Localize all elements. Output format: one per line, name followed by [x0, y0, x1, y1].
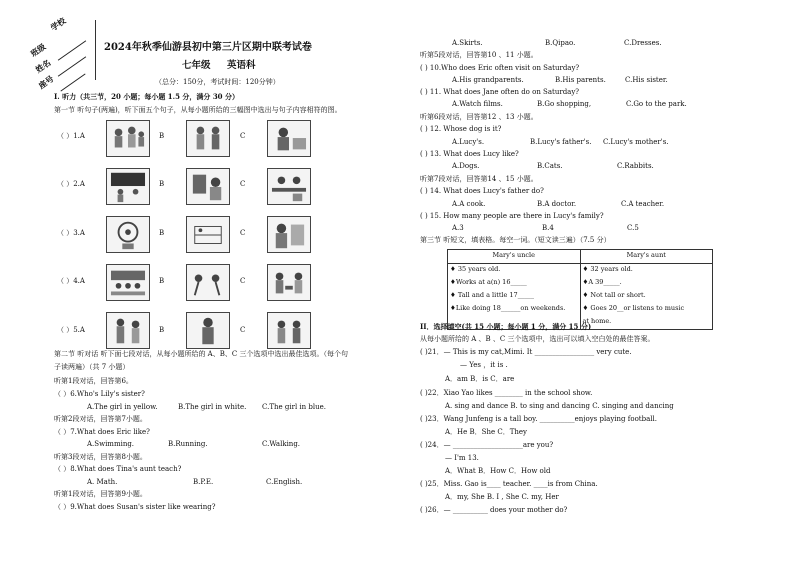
q14-option-a[interactable]: A.A cook. — [452, 200, 486, 208]
picture-option-c[interactable] — [267, 120, 311, 157]
q7-option-a[interactable]: A.Swimming. — [87, 440, 135, 448]
q24-options[interactable]: A．What B．How C．How old — [445, 467, 551, 475]
question-number: （ ）1.A — [57, 132, 85, 140]
option-c-label: C — [240, 180, 246, 188]
binding-underline-3 — [60, 73, 85, 91]
q11-option-c[interactable]: C.Go to the park. — [626, 100, 687, 108]
binding-underline-2 — [58, 56, 86, 76]
table-header-row — [448, 250, 713, 264]
question-14: ( ) 14. What does Lucy's father do? — [420, 187, 544, 195]
picture-option-a[interactable] — [106, 264, 150, 301]
picture-option-a[interactable] — [106, 216, 150, 253]
question-21: ( )21．— This is my cat,Mimi. It _________________ very cute. — [420, 348, 632, 356]
dialog-8-label: 听第3段对话，回答第8小题。 — [54, 453, 147, 461]
exam-title: 2024年秋季仙游县初中第三片区期中联考试卷 — [104, 42, 312, 53]
table-row — [448, 303, 713, 316]
question-26: ( )26．— __________ does your mother do? — [420, 506, 568, 514]
question-22: ( )22．Xiao Yao likes ________ in the school show. — [420, 389, 593, 397]
dialog-7-label: 听第2段对话，回答第7小题。 — [54, 415, 147, 423]
q8-option-b[interactable]: B.P.E. — [193, 478, 214, 486]
option-b-label: B — [159, 229, 165, 237]
picture-option-a[interactable] — [106, 312, 150, 349]
section-1-heading: I. 听力（共三节，20 小题；每小题 1.5 分，满分 30 分） — [54, 92, 239, 101]
q21-reply: — Yes ，it is . — [460, 361, 508, 369]
q14-option-b[interactable]: B.A doctor. — [537, 200, 577, 208]
option-b-label: B — [159, 277, 165, 285]
option-c-label: C — [240, 326, 246, 334]
question-number: （ ）3.A — [57, 229, 85, 237]
picture-option-b[interactable] — [186, 312, 230, 349]
picture-option-c[interactable] — [267, 312, 311, 349]
question-15: ( ) 15. How many people are there in Lucy's family? — [420, 212, 604, 220]
q13-option-c[interactable]: C.Rabbits. — [617, 162, 654, 170]
picture-option-a[interactable] — [106, 120, 150, 157]
table-row — [448, 264, 713, 278]
q6-option-c[interactable]: C.The girl in blue. — [262, 403, 326, 411]
option-c-label: C — [240, 277, 246, 285]
picture-option-b[interactable] — [186, 168, 230, 205]
section-2-instructions: 从每小题所给的 A 、B 、C 三个选项中，选出可以填入空白处的最佳答案。 — [420, 335, 655, 343]
q7-option-c[interactable]: C.Walking. — [262, 440, 301, 448]
option-c-label: C — [240, 132, 246, 140]
q12-option-c[interactable]: C.Lucy's mother's. — [603, 138, 669, 146]
grade-label: 七年级 — [182, 60, 211, 71]
binding-name: 姓名 — [33, 57, 53, 75]
q8-option-c[interactable]: C.English. — [266, 478, 303, 486]
q11-option-b[interactable]: B.Go shopping, — [537, 100, 592, 108]
uncle-cell[interactable]: ♦ Tall and a little 17_____ — [448, 290, 581, 303]
q23-options[interactable]: A．He B．She C．They — [445, 428, 527, 436]
q9-option-a[interactable]: A.Skirts. — [452, 39, 483, 47]
picture-option-a[interactable] — [106, 168, 150, 205]
q12-option-a[interactable]: A.Lucy's. — [452, 138, 485, 146]
option-c-label: C — [240, 229, 246, 237]
picture-option-b[interactable] — [186, 216, 230, 253]
aunt-cell: ♦ 32 years old. — [580, 264, 713, 278]
binding-seat: 座号 — [36, 73, 56, 91]
q10-option-b[interactable]: B.His parents. — [555, 76, 606, 84]
table-row — [448, 277, 713, 290]
q10-option-c[interactable]: C.His sister. — [625, 76, 668, 84]
q14-option-c[interactable]: C.A teacher. — [621, 200, 665, 208]
q21-options[interactable]: A．am B．is C．are — [445, 375, 515, 383]
question-8: （ ）8.What does Tina's aunt teach? — [54, 465, 182, 473]
dialog-9-label: 听第1段对话，回答第9小题。 — [54, 490, 147, 498]
dialog-6-label: 听第1段对话，回答第6。 — [54, 377, 133, 385]
question-number: （ ）2.A — [57, 180, 85, 188]
question-12: ( ) 12. Whose dog is it? — [420, 125, 502, 133]
question-11: ( ) 11. What does Jane often do on Saturday? — [420, 88, 580, 96]
q15-option-b[interactable]: B.4 — [542, 224, 554, 232]
q7-option-b[interactable]: B.Running. — [168, 440, 208, 448]
q9-option-c[interactable]: C.Dresses. — [624, 39, 662, 47]
question-10: ( ) 10.Who does Eric often visit on Saturday? — [420, 64, 580, 72]
header-uncle: Mary's uncle — [448, 250, 581, 264]
q15-option-a[interactable]: A.3 — [452, 224, 464, 232]
uncle-cell[interactable]: ♦Works at a(n) 16_____ — [448, 277, 581, 290]
option-b-label: B — [159, 326, 165, 334]
question-number: （ ）5.A — [57, 326, 85, 334]
q24-reply: — I'm 13. — [445, 454, 479, 462]
question-25: ( )25．Miss. Gao is____ teacher. ____is from China. — [420, 480, 598, 488]
exam-info: （总分：150分，考试时间：120分钟） — [155, 78, 280, 86]
question-7: （ ）7.What does Eric like? — [54, 428, 150, 436]
section-2-heading: II．选择填空(共 15 小题；每小题 1 分，满分 15 分) — [420, 322, 592, 331]
q13-option-b[interactable]: B.Cats. — [537, 162, 563, 170]
picture-option-b[interactable] — [186, 120, 230, 157]
q15-option-c[interactable]: C.5 — [627, 224, 639, 232]
part-3-instructions: 第三节 听短文，填表格。每空一词。（短文读三遍）（7.5 分） — [420, 236, 611, 244]
picture-option-c[interactable] — [267, 168, 311, 205]
binding-line — [95, 20, 96, 80]
subject-label: 英语科 — [227, 60, 256, 71]
aunt-cell[interactable]: ♦A 39_____. — [580, 277, 713, 290]
picture-option-c[interactable] — [267, 264, 311, 301]
aunt-cell[interactable]: ♦ Goes 20__or listens to music — [580, 303, 713, 316]
part-2-instructions: 第二节 听对话 听下面七段对话，从每小题所给的 A、B、C 三个选项中选出最佳选项。（每个句 — [54, 350, 348, 358]
option-b-label: B — [159, 132, 165, 140]
q10-option-a[interactable]: A.His grandparents. — [452, 76, 524, 84]
binding-school: 学校 — [48, 15, 68, 33]
q9-option-b[interactable]: B.Qipao. — [545, 39, 576, 47]
mary-relatives-table — [447, 249, 713, 330]
aunt-cell: ♦ Not tall or short. — [580, 290, 713, 303]
question-23: ( )23．Wang Junfeng is a tall boy. __________enjoys playing football. — [420, 415, 657, 423]
question-13: ( ) 13. What does Lucy like? — [420, 150, 519, 158]
q12-option-b[interactable]: B.Lucy's father's. — [530, 138, 592, 146]
aunt-cell: at home. — [580, 316, 713, 330]
picture-option-b[interactable] — [186, 264, 230, 301]
question-number: （ ）4.A — [57, 277, 85, 285]
q22-options[interactable]: A. sing and dance B. to sing and dancing C. singing and dancing — [445, 402, 674, 410]
header-aunt: Mary's aunt — [580, 250, 713, 264]
q11-option-a[interactable]: A.Watch films. — [452, 100, 503, 108]
q6-option-a[interactable]: A.The girl in yellow. — [87, 403, 158, 411]
part-2-instructions-cont: 子读两遍）（共 7 小题） — [54, 363, 130, 371]
picture-option-c[interactable] — [267, 216, 311, 253]
question-6: （ ）6.Who's Lily's sister? — [54, 390, 145, 398]
question-9: （ ）9.What does Susan's sister like wearing? — [54, 503, 216, 511]
uncle-cell[interactable]: ♦Like doing 18______on weekends. — [448, 303, 581, 316]
dialog-14-label: 听第7段对话，回答第14 、15 小题。 — [420, 175, 538, 183]
q8-option-a[interactable]: A. Math. — [87, 478, 118, 486]
q25-options[interactable]: A．my, She B. I , She C. my, Her — [445, 493, 559, 501]
option-b-label: B — [159, 180, 165, 188]
binding-class: 班级 — [28, 41, 48, 59]
table-row — [448, 290, 713, 303]
part-1-instructions: 第一节 听句子(两遍)，听下面五个句子，从每小题所给的三幅图中选出与句子内容相符的图。 — [54, 106, 342, 114]
uncle-cell: ♦ 35 years old. — [448, 264, 581, 278]
dialog-10-label: 听第5段对话，回答第10 、11 小题。 — [420, 51, 538, 59]
q6-option-b[interactable]: B.The girl in white. — [178, 403, 247, 411]
dialog-12-label: 听第6段对话，回答第12 、13 小题。 — [420, 113, 538, 121]
question-24: ( )24．— ____________________are you? — [420, 441, 554, 449]
q13-option-a[interactable]: A.Dogs. — [452, 162, 480, 170]
